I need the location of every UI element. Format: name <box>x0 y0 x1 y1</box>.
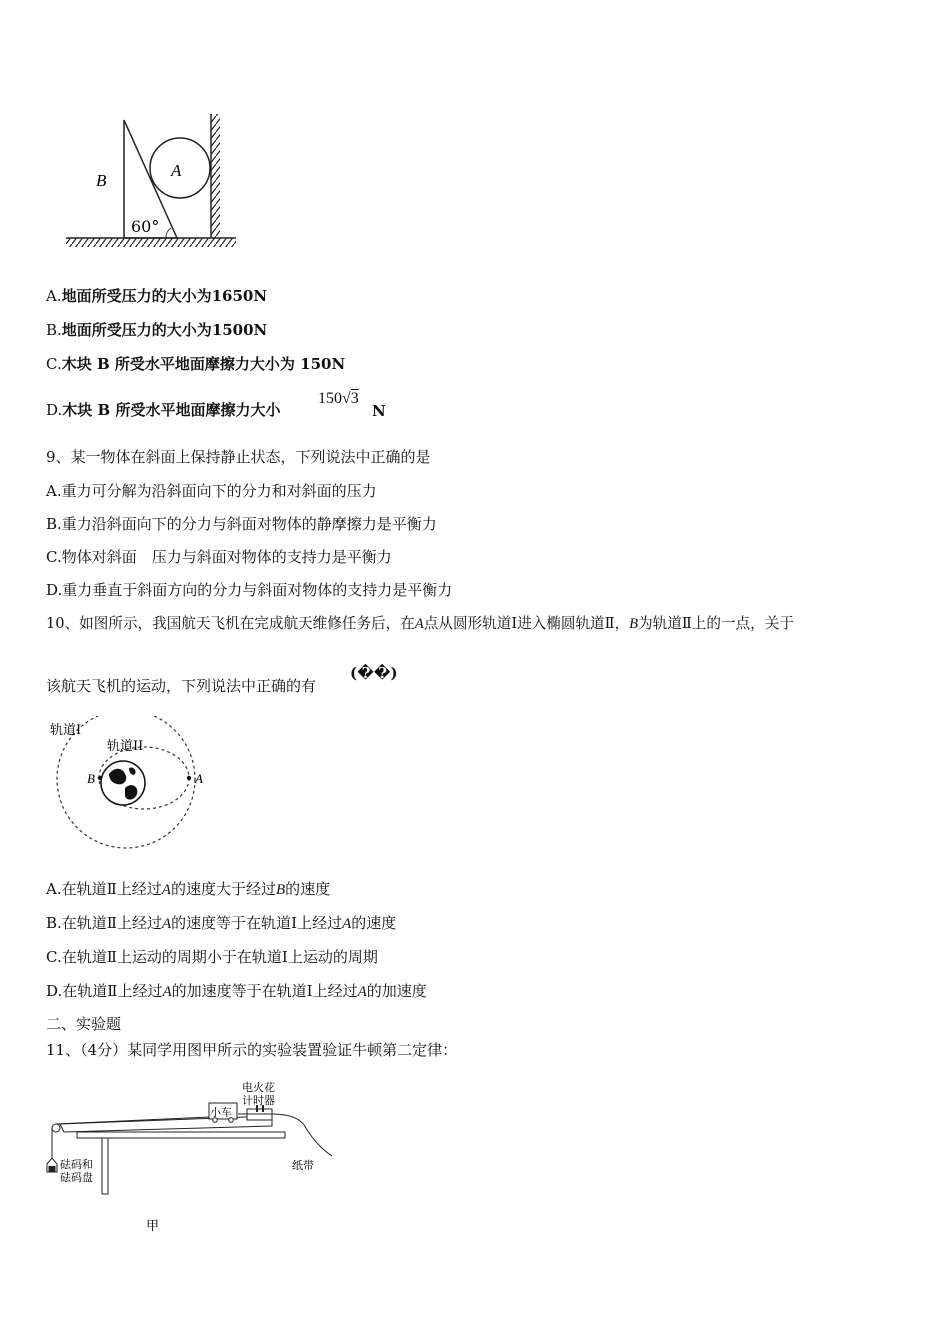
option-value: 150N <box>300 355 346 373</box>
q10-option-d <box>46 981 427 1002</box>
option-text: 的加速度 <box>366 982 427 1000</box>
q9-option-c: C.物体对斜面 压力与斜面对物体的支持力是平衡力 <box>46 548 392 566</box>
angle-label: 60° <box>131 217 160 236</box>
pulley <box>52 1124 60 1132</box>
option-text: 地面所受压力的大小为 <box>61 321 212 339</box>
q10-stem-line1 <box>46 614 794 634</box>
var-a: A <box>414 616 424 632</box>
point-b-marker <box>98 776 102 780</box>
sqrt-unit: N <box>372 402 386 420</box>
section-title: 二、实验题 <box>46 1015 122 1033</box>
point-a-marker <box>187 776 191 780</box>
var: A <box>162 916 172 932</box>
q8-option-c <box>46 354 345 374</box>
q8-option-a <box>46 286 267 306</box>
var: A <box>161 882 171 898</box>
option-text: 木块 <box>61 355 92 373</box>
q10-option-a <box>46 879 330 900</box>
weight-block <box>49 1166 56 1172</box>
option-text: D.在轨道Ⅱ上经过 <box>46 982 163 1000</box>
var: A <box>162 984 172 1000</box>
option-value: 1650N <box>211 287 268 305</box>
option-text: 的加速度等于在轨道Ⅰ上经过 <box>171 982 358 1000</box>
answer-paren: (��) <box>350 664 398 682</box>
option-prefix: C. <box>46 355 62 373</box>
option-prefix: D. <box>46 401 63 419</box>
option-prefix: B. <box>46 321 62 339</box>
weights-label-1: 砝码和 <box>60 1158 93 1171</box>
stem-text: 为轨道Ⅱ上的一点，关于 <box>638 615 794 632</box>
var: A <box>357 984 367 1000</box>
q8-option-b <box>46 320 267 340</box>
timer-label-1: 电火花 <box>242 1081 275 1094</box>
table-leg <box>102 1138 108 1194</box>
option-text: 的速度 <box>285 880 331 898</box>
q9-option-b: B.重力沿斜面向下的分力与斜面对物体的静摩擦力是平衡力 <box>46 515 437 533</box>
label-a: A <box>171 161 182 180</box>
option-prefix: A. <box>46 287 62 305</box>
earth-icon <box>101 761 145 805</box>
option-value: 1500N <box>211 321 268 339</box>
option-letter: B <box>97 401 111 419</box>
var: B <box>275 882 286 898</box>
option-text: 地面所受压力的大小为 <box>61 287 212 305</box>
option-text: 的速度等于在轨道Ⅰ上经过 <box>171 914 343 932</box>
q9-option-d: D.重力垂直于斜面方向的分力与斜面对物体的支持力是平衡力 <box>46 581 453 599</box>
weights-label-2: 砝码盘 <box>60 1171 93 1184</box>
q9-stem: 9、某一物体在斜面上保持静止状态，下列说法中正确的是 <box>46 448 431 466</box>
board <box>60 1116 272 1132</box>
angle-arc <box>166 228 171 238</box>
point-b-label: B <box>87 771 95 786</box>
q10-stem-line2: 该航天飞机的运动，下列说法中正确的有 <box>46 677 317 695</box>
cart-label: 小车 <box>210 1106 232 1119</box>
label-b: B <box>96 171 107 190</box>
point-a-label: A <box>195 771 203 786</box>
q11-stem: 11、（4分）某同学用图甲所示的实验装置验证牛顿第二定律： <box>46 1041 458 1059</box>
option-letter: B <box>96 355 110 373</box>
orbit-2-label: 轨道II <box>107 739 144 754</box>
wall-hatch <box>211 114 220 238</box>
option-text: 所受水平地面摩擦力大小为 <box>114 355 295 373</box>
ground-hatch <box>66 238 236 247</box>
orbit-figure <box>45 716 220 856</box>
stem-text: 10、如图所示，我国航天飞机在完成航天维修任务后，在 <box>46 615 415 632</box>
tape-label: 纸带 <box>292 1159 314 1172</box>
timer-label-2: 计时器 <box>242 1094 275 1107</box>
orbit-1-label: 轨道I <box>50 723 82 738</box>
q9-option-a: A.重力可分解为沿斜面向下的分力和对斜面的压力 <box>46 482 377 500</box>
option-text: 的速度 <box>351 914 397 932</box>
var-b: B <box>629 616 639 632</box>
sqrt-sign: √ <box>342 390 351 407</box>
option-text: 的速度大于经过 <box>170 880 276 898</box>
string <box>56 1117 210 1124</box>
stem-text: 点从圆形轨道Ⅰ进入椭圆轨道Ⅱ， <box>423 615 630 632</box>
option-text: 所受水平地面摩擦力大小 <box>115 401 281 419</box>
sqrt-coef: 150 <box>318 390 342 407</box>
q10-option-b <box>46 913 396 934</box>
apparatus-figure <box>40 1076 340 1236</box>
var: A <box>342 916 352 932</box>
option-text: 木块 <box>62 401 93 419</box>
incline-ball-figure <box>60 108 245 253</box>
q8-option-d <box>46 400 280 420</box>
figure-label: 甲 <box>146 1219 160 1234</box>
sqrt-expression <box>318 390 359 408</box>
sqrt-radicand: 3 <box>350 390 359 407</box>
option-text: B.在轨道Ⅱ上经过 <box>46 914 162 932</box>
option-text: A.在轨道Ⅱ上经过 <box>46 880 162 898</box>
q10-option-c: C.在轨道Ⅱ上运动的周期小于在轨道Ⅰ上运动的周期 <box>46 948 378 966</box>
table-top <box>77 1132 285 1138</box>
